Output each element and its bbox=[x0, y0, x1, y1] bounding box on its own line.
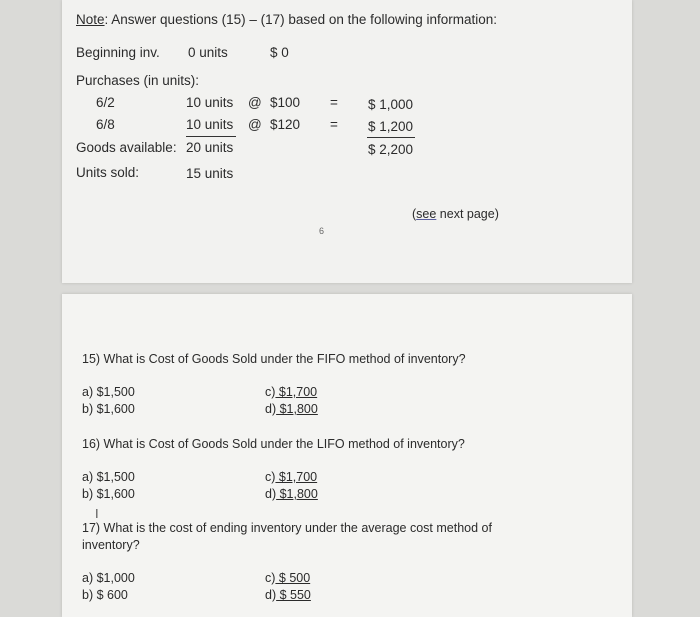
note-label: Note bbox=[76, 12, 105, 27]
beginning-inv-label: Beginning inv. bbox=[76, 45, 160, 60]
choice-b: b) $ 600 bbox=[82, 588, 128, 602]
choice-a: a) $1,500 bbox=[82, 385, 135, 399]
purchase-date: 6/2 bbox=[96, 95, 115, 110]
question-15-prompt: 15) What is Cost of Goods Sold under the FIFO method of inventory? bbox=[82, 352, 466, 366]
choice-c: c) $1,700 bbox=[265, 470, 318, 484]
page-number: 6 bbox=[319, 226, 325, 236]
units-total-rule bbox=[186, 136, 236, 137]
see-next-page: (see next page) bbox=[412, 207, 499, 221]
at-symbol: @ bbox=[248, 117, 262, 132]
question-17-prompt: 17) What is the cost of ending inventory under the average cost method of bbox=[82, 521, 492, 535]
choice-c: c) $ 500 bbox=[265, 571, 311, 585]
questions-page bbox=[62, 294, 632, 617]
at-symbol: @ bbox=[248, 95, 262, 110]
choice-d: d) $ 550 bbox=[265, 588, 311, 602]
units-sold-value: 15 units bbox=[186, 166, 234, 181]
choice-b: b) $1,600 bbox=[82, 487, 135, 501]
beginning-inv-units: 0 units bbox=[188, 45, 228, 60]
choice-b: b) $1,600 bbox=[82, 402, 135, 416]
purchase-units: 10 units bbox=[186, 117, 234, 132]
note-text: : Answer questions (15) – (17) based on the following information: bbox=[104, 12, 498, 27]
choice-c: c) $1,700 bbox=[265, 385, 318, 399]
equals-sign: = bbox=[330, 95, 338, 110]
see-word: see bbox=[416, 207, 437, 221]
goods-available-total: $ 2,200 bbox=[368, 142, 414, 157]
purchase-total: $ 1,000 bbox=[368, 97, 414, 112]
text-cursor-icon: I bbox=[95, 506, 99, 521]
equals-sign: = bbox=[330, 117, 338, 132]
purchase-date: 6/8 bbox=[96, 117, 115, 132]
purchase-total: $ 1,200 bbox=[368, 119, 414, 134]
choice-a: a) $1,000 bbox=[82, 571, 135, 585]
purchases-label: Purchases (in units): bbox=[76, 73, 200, 88]
purchase-price: $100 bbox=[270, 95, 301, 110]
amount-total-rule bbox=[367, 137, 415, 138]
beginning-inv-amount: $ 0 bbox=[270, 45, 289, 60]
question-16-prompt: 16) What is Cost of Goods Sold under the LIFO method of inventory? bbox=[82, 437, 465, 451]
choice-a: a) $1,500 bbox=[82, 470, 135, 484]
units-sold-label: Units sold: bbox=[76, 165, 140, 180]
note-line bbox=[76, 12, 497, 27]
purchase-price: $120 bbox=[270, 117, 301, 132]
info-page bbox=[62, 0, 632, 283]
choice-d: d) $1,800 bbox=[265, 487, 318, 501]
question-17-prompt-cont: inventory? bbox=[82, 538, 140, 552]
choice-d: d) $1,800 bbox=[265, 402, 318, 416]
purchase-units: 10 units bbox=[186, 95, 234, 110]
goods-available-label: Goods available: bbox=[76, 140, 177, 155]
goods-available-units: 20 units bbox=[186, 140, 234, 155]
